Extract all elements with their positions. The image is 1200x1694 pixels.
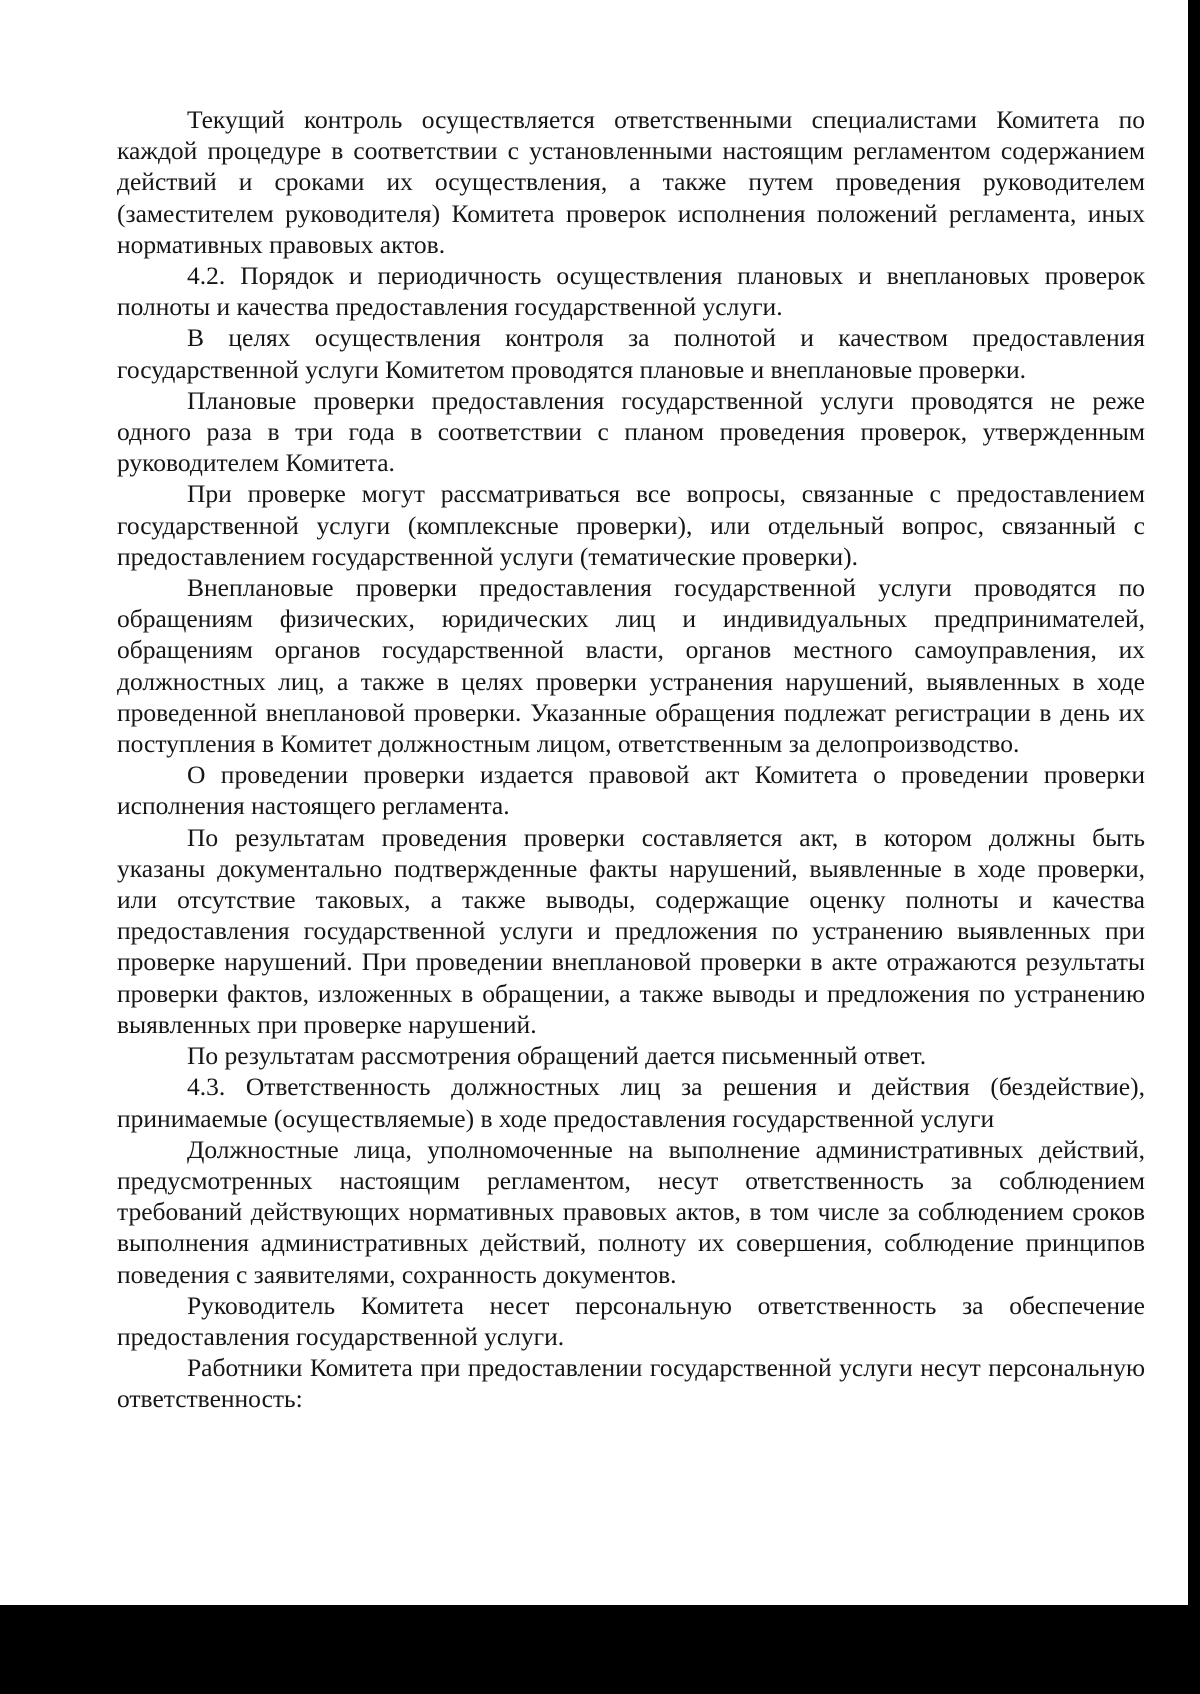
paragraph-check-order: О проведении проверки издается правовой акт Комитета о проведении проверки исполнения настоящего регламента. [117,760,1145,821]
paragraph-head-responsibility: Руководитель Комитета несет персональную ответственность за обеспечение предоставления государственной услуги. [117,1290,1145,1351]
paragraph-unplanned-checks: Внеплановые проверки предоставления государственной услуги проводятся по обращениям физических, юридических лиц и индивидуальных предпринимателей, обращениям органов государственной власти, органов местного самоуправления, их должностных лиц, а также в целях проверки устранения нарушений, выявленных в ходе проведенной внеплановой проверки. Указанные обращения подлежат регистрации в день их поступления в Комитет должностным лицом, ответственным за делопроизводство. [117,573,1145,759]
scan-bottom-border [0,1605,1200,1694]
paragraph-staff-responsibility: Работники Комитета при предоставлении государственной услуги несут персональную ответственность: [117,1353,1145,1414]
scan-right-border [1188,0,1200,1605]
document-body [117,104,1145,1415]
paragraph-current-control: Текущий контроль осуществляется ответственными специалистами Комитета по каждой процедуре в соответствии с установленными настоящим регламентом содержанием действий и сроками их осуществления, а также путем проведения руководителем (заместителем руководителя) Комитета проверок исполнения положений регламента, иных нормативных правовых актов. [117,105,1145,259]
paragraph-planned-checks: Плановые проверки предоставления государственной услуги проводятся не реже одного раза в три года в соответствии с планом проведения проверок, утвержденным руководителем Комитета. [117,385,1145,478]
paragraph-written-reply: По результатам рассмотрения обращений дается письменный ответ. [187,1041,927,1071]
paragraph-section-4-3-heading: 4.3. Ответственность должностных лиц за решения и действия (бездействие), принимаемые (осуществляемые) в ходе предоставления государственной услуги [117,1072,1145,1133]
paragraph-check-scope: При проверке могут рассматриваться все вопросы, связанные с предоставлением государственной услуги (комплексные проверки), или отдельный вопрос, связанный с предоставлением государственной услуги (тематические проверки). [117,479,1145,571]
paragraph-check-act: По результатам проведения проверки составляется акт, в котором должны быть указаны документально подтвержденные факты нарушений, выявленные в ходе проверки, или отсутствие таковых, а также выводы, содержащие оценку полноты и качества предоставления государственной услуги и предложения по устранению выявленных при проверке нарушений. При проведении внеплановой проверки в акте отражаются результаты проверки фактов, изложенных в обращении, а также выводы и предложения по устранению выявленных при проверке нарушений. [117,822,1145,1039]
paragraph-section-4-2-heading: 4.2. Порядок и периодичность осуществления плановых и внеплановых проверок полноты и качества предоставления государственной услуги. [117,261,1145,322]
paragraph-control-purpose: В целях осуществления контроля за полнотой и качеством предоставления государственной услуги Комитетом проводятся плановые и внеплановые проверки. [117,323,1145,384]
paragraph-officials-responsibility: Должностные лица, уполномоченные на выполнение административных действий, предусмотренных настоящим регламентом, несут ответственность за соблюдением требований действующих нормативных правовых актов, в том числе за соблюдением сроков выполнения административных действий, полноту их совершения, соблюдение принципов поведения с заявителями, сохранность документов. [117,1134,1145,1289]
